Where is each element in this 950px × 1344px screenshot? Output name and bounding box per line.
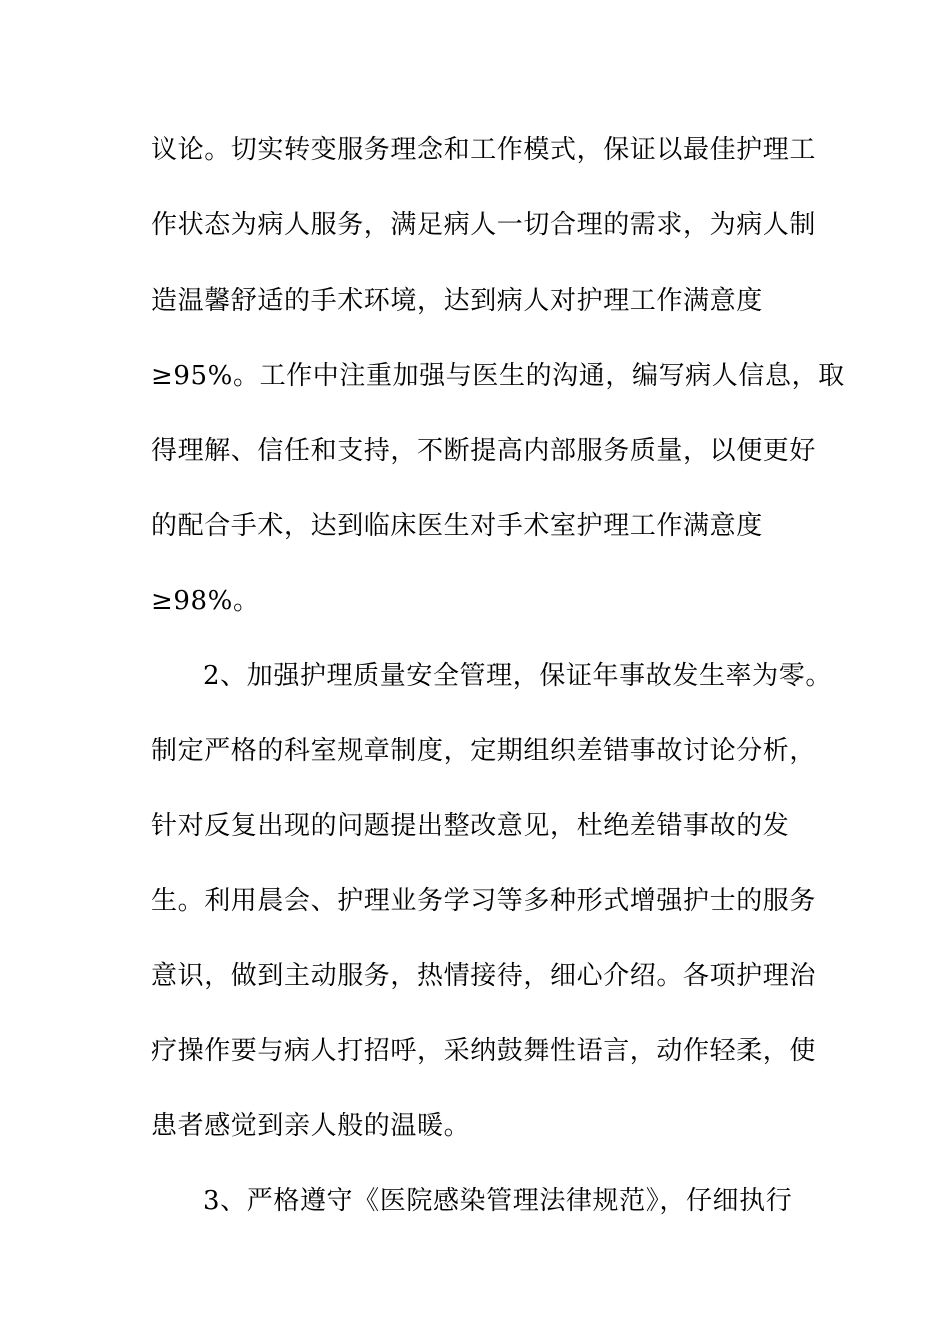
text-line: 患者感觉到亲人般的温暖。	[151, 1111, 471, 1141]
text-line: 作状态为病人服务，满足病人一切合理的需求，为病人制	[151, 210, 817, 240]
text-line: 疗操作要与病人打招呼，采纳鼓舞性语言，动作轻柔，使	[151, 1036, 817, 1066]
text-line: 针对反复出现的问题提出整改意见，杜绝差错事故的发	[151, 811, 790, 841]
text-line: 的配合手术，达到临床医生对手术室护理工作满意度	[151, 511, 763, 541]
paragraph-2-first-line: 2、加强护理质量安全管理，保证年事故发生率为零。	[203, 661, 832, 691]
text-line: 议论。切实转变服务理念和工作模式，保证以最佳护理工	[151, 135, 817, 165]
text-line: ≥98%。	[151, 586, 260, 616]
text-line: 意识，做到主动服务，热情接待，细心介绍。各项护理治	[151, 961, 817, 991]
text-line: 生。利用晨会、护理业务学习等多种形式增强护士的服务	[151, 886, 817, 916]
text-line: ≥95%。工作中注重加强与医生的沟通，编写病人信息，取	[151, 361, 845, 391]
text-line: 制定严格的科室规章制度，定期组织差错事故讨论分析，	[151, 736, 817, 766]
text-line: 得理解、信任和支持，不断提高内部服务质量，以便更好	[151, 436, 817, 466]
text-line: 造温馨舒适的手术环境，达到病人对护理工作满意度	[151, 286, 763, 316]
paragraph-3-first-line: 3、严格遵守《医院感染管理法律规范》，仔细执行	[203, 1186, 793, 1216]
